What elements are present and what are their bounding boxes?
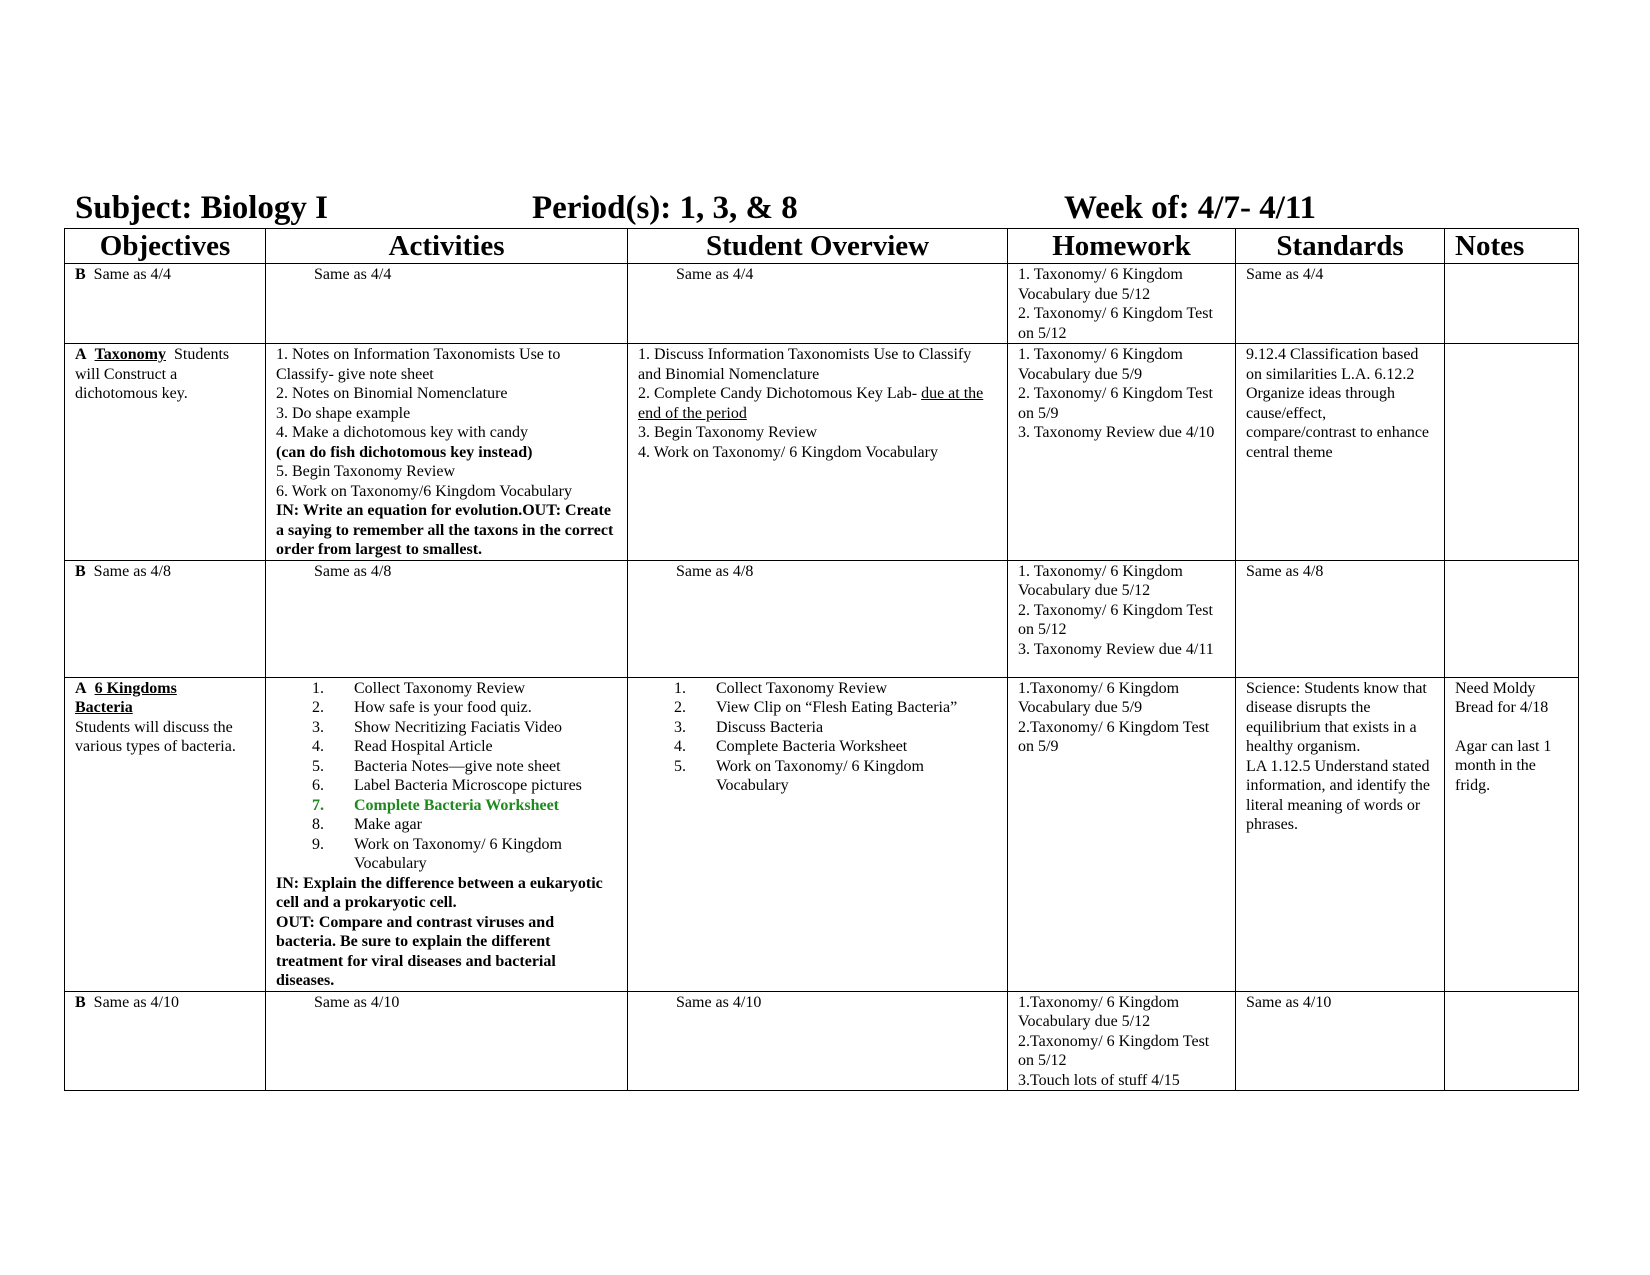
- item-number: 5.: [674, 757, 686, 775]
- in-prompt: IN: Explain the difference between a eukaryotic cell and a prokaryotic cell.: [276, 874, 603, 911]
- activity-item: 5. Begin Taxonomy Review: [276, 463, 456, 480]
- col-activities: Activities: [266, 229, 628, 264]
- homework-cell: [1008, 560, 1236, 677]
- table-header-row: [65, 229, 1579, 264]
- overview-item-text: 2. Complete Candy Dichotomous Key Lab-: [638, 385, 922, 402]
- standards-text: Same as 4/10: [1246, 993, 1332, 1011]
- activity-item: 4. Make a dichotomous key with candy: [276, 424, 528, 441]
- overview-cell: [628, 264, 1008, 344]
- list-item: [648, 718, 997, 738]
- overview-underlined: due at the end of the period: [638, 385, 984, 422]
- homework-item: 3. Taxonomy Review due 4/11: [1018, 640, 1214, 658]
- activities-text: Same as 4/8: [314, 562, 392, 580]
- table-row: [65, 344, 1579, 561]
- homework-item: 2. Taxonomy/ 6 Kingdom Test on 5/12: [1018, 305, 1213, 342]
- col-homework: Homework: [1008, 229, 1236, 264]
- notes-cell: [1445, 560, 1579, 677]
- objective-cell: [65, 560, 266, 677]
- standards-text: 9.12.4 Classification based on similarities L.A. 6.12.2 Organize ideas through cause/effect, compare/contrast to enhance central theme: [1246, 346, 1430, 461]
- list-item: [286, 679, 617, 699]
- item-number: 1.: [312, 679, 324, 697]
- notes-text-2: Agar can last 1 month in the fridg.: [1455, 737, 1552, 794]
- table-row: [65, 677, 1579, 991]
- objective-subtitle: Bacteria: [75, 699, 133, 716]
- overview-cell: [628, 677, 1008, 991]
- notes-cell: [1445, 677, 1579, 991]
- standards-cell: [1236, 677, 1445, 991]
- day-label: B: [75, 993, 86, 1011]
- list-item: [286, 815, 617, 835]
- list-item: [286, 718, 617, 738]
- homework-item: 1. Taxonomy/ 6 Kingdom Vocabulary due 5/12: [1018, 266, 1183, 303]
- activities-text: Same as 4/4: [314, 266, 392, 283]
- notes-cell: [1445, 344, 1579, 561]
- item-number: 8.: [312, 816, 324, 833]
- item-text: Collect Taxonomy Review: [354, 679, 525, 697]
- item-text: Read Hospital Article: [354, 738, 493, 755]
- item-text: Complete Bacteria Worksheet: [354, 796, 559, 814]
- homework-item: 1. Taxonomy/ 6 Kingdom Vocabulary due 5/9: [1018, 346, 1183, 383]
- standards-cell: [1236, 991, 1445, 1091]
- objective-text: Same as 4/4: [93, 266, 171, 283]
- overview-list: [638, 679, 997, 796]
- list-item: [648, 757, 997, 796]
- activities-list: [276, 679, 617, 874]
- standards-text: Science: Students know that disease disrupts the equilibrium that exists in a healthy organism.: [1246, 679, 1427, 755]
- activities-cell: [266, 677, 628, 991]
- item-text: Work on Taxonomy/ 6 Kingdom Vocabulary: [716, 757, 924, 794]
- activity-item: 2. Notes on Binomial Nomenclature: [276, 385, 508, 402]
- notes-cell: [1445, 991, 1579, 1091]
- objective-cell: [65, 677, 266, 991]
- overview-item: [638, 384, 997, 423]
- homework-item: 2. Taxonomy/ 6 Kingdom Test on 5/9: [1018, 385, 1213, 422]
- list-item: [286, 698, 617, 718]
- homework-cell: [1008, 264, 1236, 344]
- day-label: B: [75, 266, 86, 283]
- day-label: B: [75, 562, 86, 580]
- homework-item: 1. Taxonomy/ 6 Kingdom Vocabulary due 5/12: [1018, 562, 1183, 599]
- item-number: 4.: [312, 738, 324, 755]
- list-item: [286, 737, 617, 757]
- objective-title: 6 Kingdoms: [94, 679, 177, 697]
- col-standards: Standards: [1236, 229, 1445, 264]
- objective-text: Same as 4/8: [93, 562, 171, 580]
- item-text: Show Necritizing Faciatis Video: [354, 718, 563, 736]
- notes-cell: [1445, 264, 1579, 344]
- overview-cell: [628, 991, 1008, 1091]
- objective-cell: [65, 344, 266, 561]
- lesson-plan-table: [64, 228, 1579, 1091]
- item-text: Complete Bacteria Worksheet: [716, 738, 908, 755]
- objective-text: Same as 4/10: [93, 993, 179, 1011]
- objective-cell: [65, 991, 266, 1091]
- overview-item: 3. Begin Taxonomy Review: [638, 424, 818, 441]
- homework-item: 3.Touch lots of stuff 4/15: [1018, 1071, 1180, 1089]
- week-title: Week of: 4/7- 4/11: [1064, 190, 1317, 226]
- activities-cell: [266, 344, 628, 561]
- activity-item: 6. Work on Taxonomy/6 Kingdom Vocabulary: [276, 482, 572, 500]
- item-number: 3.: [674, 718, 686, 736]
- item-number: 6.: [312, 777, 324, 794]
- item-text: Work on Taxonomy/ 6 Kingdom Vocabulary: [354, 835, 562, 872]
- item-number: 4.: [674, 738, 686, 755]
- day-label: A: [75, 679, 87, 697]
- activity-item: 1. Notes on Information Taxonomists Use to Classify- give note sheet: [276, 346, 561, 383]
- standards-cell: [1236, 344, 1445, 561]
- item-number: 5.: [312, 757, 324, 775]
- list-item: [648, 679, 997, 699]
- col-notes: Notes: [1445, 229, 1579, 264]
- standards-cell: [1236, 560, 1445, 677]
- activity-note: (can do fish dichotomous key instead): [276, 443, 533, 461]
- col-student-overview: Student Overview: [628, 229, 1008, 264]
- homework-item: 3. Taxonomy Review due 4/10: [1018, 424, 1215, 441]
- col-objectives: Objectives: [65, 229, 266, 264]
- item-number: 3.: [312, 718, 324, 736]
- standards-la-text: LA 1.12.5 Understand stated information, and identify the literal meaning of words or phrases.: [1246, 757, 1430, 833]
- activities-cell: [266, 560, 628, 677]
- homework-item: 1.Taxonomy/ 6 Kingdom Vocabulary due 5/9: [1018, 679, 1180, 716]
- table-row: [65, 991, 1579, 1091]
- overview-text: Same as 4/10: [676, 993, 762, 1011]
- table-row: [65, 264, 1579, 344]
- overview-text: Same as 4/8: [676, 562, 754, 580]
- notes-text: Need Moldy Bread for 4/18: [1455, 679, 1549, 716]
- list-item: [648, 698, 997, 718]
- objective-title: Taxonomy: [94, 346, 166, 363]
- item-text: View Clip on “Flesh Eating Bacteria”: [716, 699, 958, 716]
- period-title: Period(s): 1, 3, & 8: [532, 190, 798, 226]
- list-item: [286, 776, 617, 796]
- homework-item: 2.Taxonomy/ 6 Kingdom Test on 5/9: [1018, 718, 1210, 755]
- homework-item: 1.Taxonomy/ 6 Kingdom Vocabulary due 5/12: [1018, 993, 1180, 1030]
- item-text: Label Bacteria Microscope pictures: [354, 777, 582, 794]
- item-text: Make agar: [354, 816, 422, 833]
- out-prompt: OUT: Compare and contrast viruses and bacteria. Be sure to explain the different treatment for viral diseases and bacterial diseases.: [276, 913, 556, 989]
- objective-cell: [65, 264, 266, 344]
- list-item: [286, 757, 617, 777]
- overview-text: Same as 4/4: [676, 266, 754, 283]
- item-text: Collect Taxonomy Review: [716, 679, 887, 697]
- activities-text: Same as 4/10: [314, 993, 400, 1011]
- item-text: How safe is your food quiz.: [354, 699, 532, 716]
- item-number: 9.: [312, 835, 324, 853]
- list-item: [286, 835, 617, 874]
- homework-cell: [1008, 991, 1236, 1091]
- table-row: [65, 560, 1579, 677]
- overview-cell: [628, 560, 1008, 677]
- item-number: 7.: [312, 796, 324, 814]
- list-item: [648, 737, 997, 757]
- item-text: Bacteria Notes—give note sheet: [354, 757, 561, 775]
- item-number: 2.: [674, 699, 686, 716]
- overview-item: 4. Work on Taxonomy/ 6 Kingdom Vocabulary: [638, 443, 938, 461]
- objective-text: Students will Construct a dichotomous key.: [75, 346, 230, 402]
- overview-item: 1. Discuss Information Taxonomists Use to Classify and Binomial Nomenclature: [638, 346, 972, 383]
- homework-cell: [1008, 344, 1236, 561]
- activities-cell: [266, 991, 628, 1091]
- list-item-highlighted: [286, 796, 617, 816]
- objective-text: Students will discuss the various types of bacteria.: [75, 718, 236, 755]
- item-text: Discuss Bacteria: [716, 718, 824, 736]
- page-header: [75, 188, 1575, 228]
- homework-item: 2.Taxonomy/ 6 Kingdom Test on 5/12: [1018, 1032, 1210, 1069]
- activity-item: 3. Do shape example: [276, 404, 411, 422]
- item-number: 2.: [312, 699, 324, 716]
- day-label: A: [75, 346, 87, 363]
- homework-cell: [1008, 677, 1236, 991]
- homework-item: 2. Taxonomy/ 6 Kingdom Test on 5/12: [1018, 601, 1213, 638]
- overview-cell: [628, 344, 1008, 561]
- activities-cell: [266, 264, 628, 344]
- standards-text: Same as 4/8: [1246, 562, 1324, 580]
- standards-cell: [1236, 264, 1445, 344]
- standards-text: Same as 4/4: [1246, 266, 1324, 283]
- item-number: 1.: [674, 679, 686, 697]
- in-out-prompt: IN: Write an equation for evolution.OUT: Create a saying to remember all the taxons in the correct order from largest to smallest.: [276, 502, 614, 558]
- subject-title: Subject: Biology I: [75, 190, 329, 226]
